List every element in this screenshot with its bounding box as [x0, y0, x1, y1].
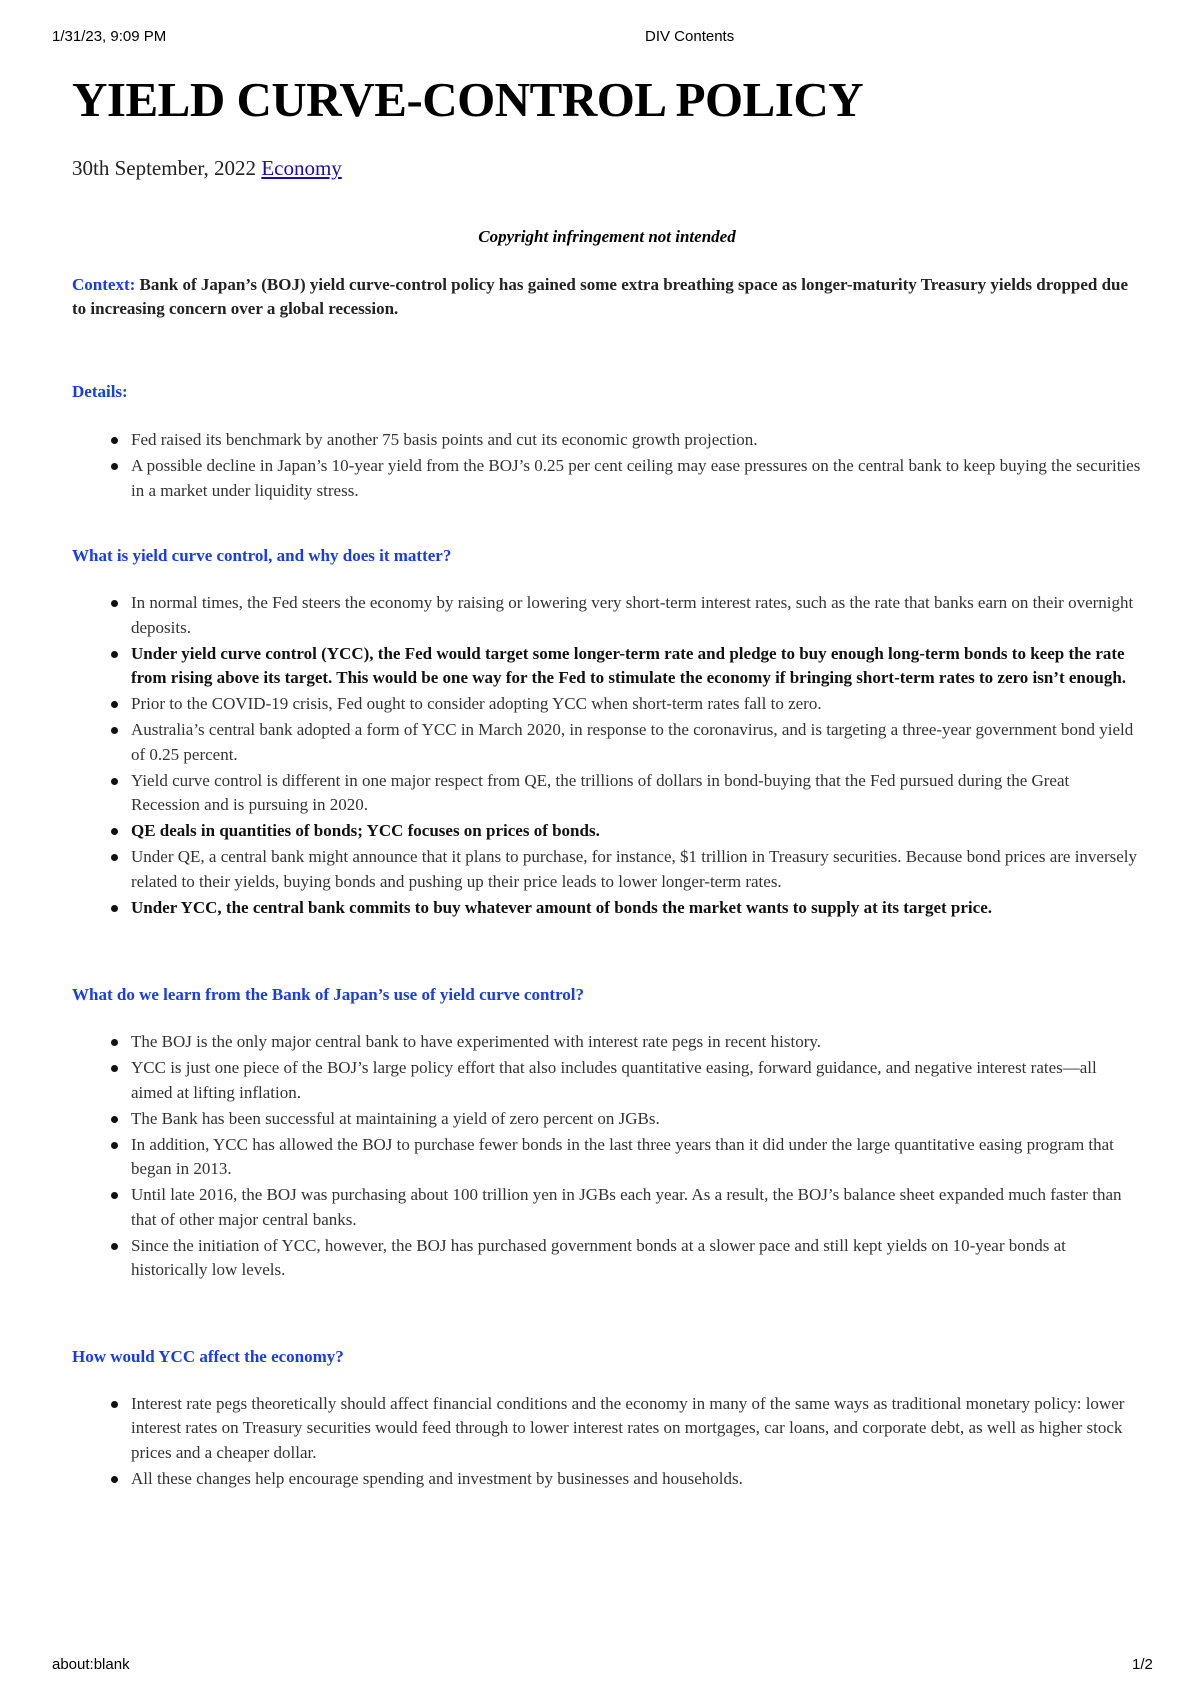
economy-effect-list — [72, 1392, 1142, 1492]
section-heading-what-is-ycc: What is yield curve control, and why does it matter? — [72, 546, 452, 565]
print-header-datetime: 1/31/23, 9:09 PM — [52, 28, 167, 45]
print-header-title: DIV Contents — [645, 28, 735, 45]
list-item: Yield curve control is different in one major respect from QE, the trillions of dollars in bond-buying that the Fed pursued during the Great Recession and is pursuing in 2020. — [131, 769, 1142, 818]
section-heading-economy-effect: How would YCC affect the economy? — [72, 1346, 344, 1366]
article-date: 30th September, 2022 — [72, 156, 257, 180]
list-item: QE deals in quantities of bonds; YCC focuses on prices of bonds. — [131, 819, 1142, 844]
list-item: YCC is just one piece of the BOJ’s large policy effort that also includes quantitative easing, forward guidance, and negative interest rates—all aimed at lifting inflation. — [131, 1056, 1142, 1105]
context-paragraph — [72, 273, 1142, 321]
list-item: Until late 2016, the BOJ was purchasing about 100 trillion yen in JGBs each year. As a result, the BOJ’s balance sheet expanded much faster than that of other major central banks. — [131, 1183, 1142, 1232]
list-item: The BOJ is the only major central bank to have experimented with interest rate pegs in recent history. — [131, 1030, 1142, 1055]
section-heading-details: Details: — [72, 382, 128, 401]
list-item: Since the initiation of YCC, however, the BOJ has purchased government bonds at a slower pace and still kept yields on 10-year bonds at historically low levels. — [131, 1234, 1142, 1283]
print-footer-url: about:blank — [52, 1656, 130, 1673]
context-label: Context: — [72, 275, 136, 294]
boj-lessons-list — [72, 1030, 1142, 1283]
list-item: All these changes help encourage spending and investment by businesses and households. — [131, 1467, 1142, 1492]
list-item: In addition, YCC has allowed the BOJ to purchase fewer bonds in the last three years than it did under the large quantitative easing program that began in 2013. — [131, 1133, 1142, 1182]
print-footer-page: 1/2 — [1132, 1656, 1153, 1673]
list-item: Under yield curve control (YCC), the Fed would target some longer-term rate and pledge to buy enough long-term bonds to keep the rate from rising above its target. This would be one way for the Fed to stimulate the economy if bringing short-term rates to zero isn’t enough. — [131, 642, 1142, 691]
article-meta — [72, 156, 1142, 181]
list-item: Under QE, a central bank might announce that it plans to purchase, for instance, $1 trillion in Treasury securities. Because bond prices are inversely related to their yields, buying bonds and pushing up their price leads to lower longer-term rates. — [131, 845, 1142, 894]
list-item: Under YCC, the central bank commits to buy whatever amount of bonds the market wants to supply at its target price. — [131, 896, 1142, 921]
list-item: Interest rate pegs theoretically should affect financial conditions and the economy in many of the same ways as traditional monetary policy: lower interest rates on Treasury securities would feed through to lower interest rates on mortgages, car loans, and corporate debt, as well as higher stock prices and a cheaper dollar. — [131, 1392, 1142, 1466]
section-heading-boj-lessons: What do we learn from the Bank of Japan’s use of yield curve control? — [72, 985, 585, 1004]
what-is-ycc-list — [72, 591, 1142, 920]
category-link[interactable]: Economy — [261, 156, 342, 180]
article — [72, 70, 1142, 1493]
list-item: Australia’s central bank adopted a form of YCC in March 2020, in response to the coronavirus, and is targeting a three-year government bond yield of 0.25 percent. — [131, 718, 1142, 767]
list-item: The Bank has been successful at maintaining a yield of zero percent on JGBs. — [131, 1107, 1142, 1132]
context-text: Bank of Japan’s (BOJ) yield curve-control policy has gained some extra breathing space as longer-maturity Treasury yields dropped due to increasing concern over a global recession. — [72, 275, 1129, 318]
list-item: A possible decline in Japan’s 10-year yield from the BOJ’s 0.25 per cent ceiling may ease pressures on the central bank to keep buying the securities in a market under liquidity stress. — [131, 454, 1142, 503]
list-item: Fed raised its benchmark by another 75 basis points and cut its economic growth projection. — [131, 428, 1142, 453]
details-list — [72, 428, 1142, 503]
article-title: YIELD CURVE-CONTROL POLICY — [72, 72, 864, 127]
list-item: In normal times, the Fed steers the economy by raising or lowering very short-term interest rates, such as the rate that banks earn on their overnight deposits. — [131, 591, 1142, 640]
copyright-notice: Copyright infringement not intended — [478, 227, 736, 246]
list-item: Prior to the COVID-19 crisis, Fed ought to consider adopting YCC when short-term rates fall to zero. — [131, 692, 1142, 717]
